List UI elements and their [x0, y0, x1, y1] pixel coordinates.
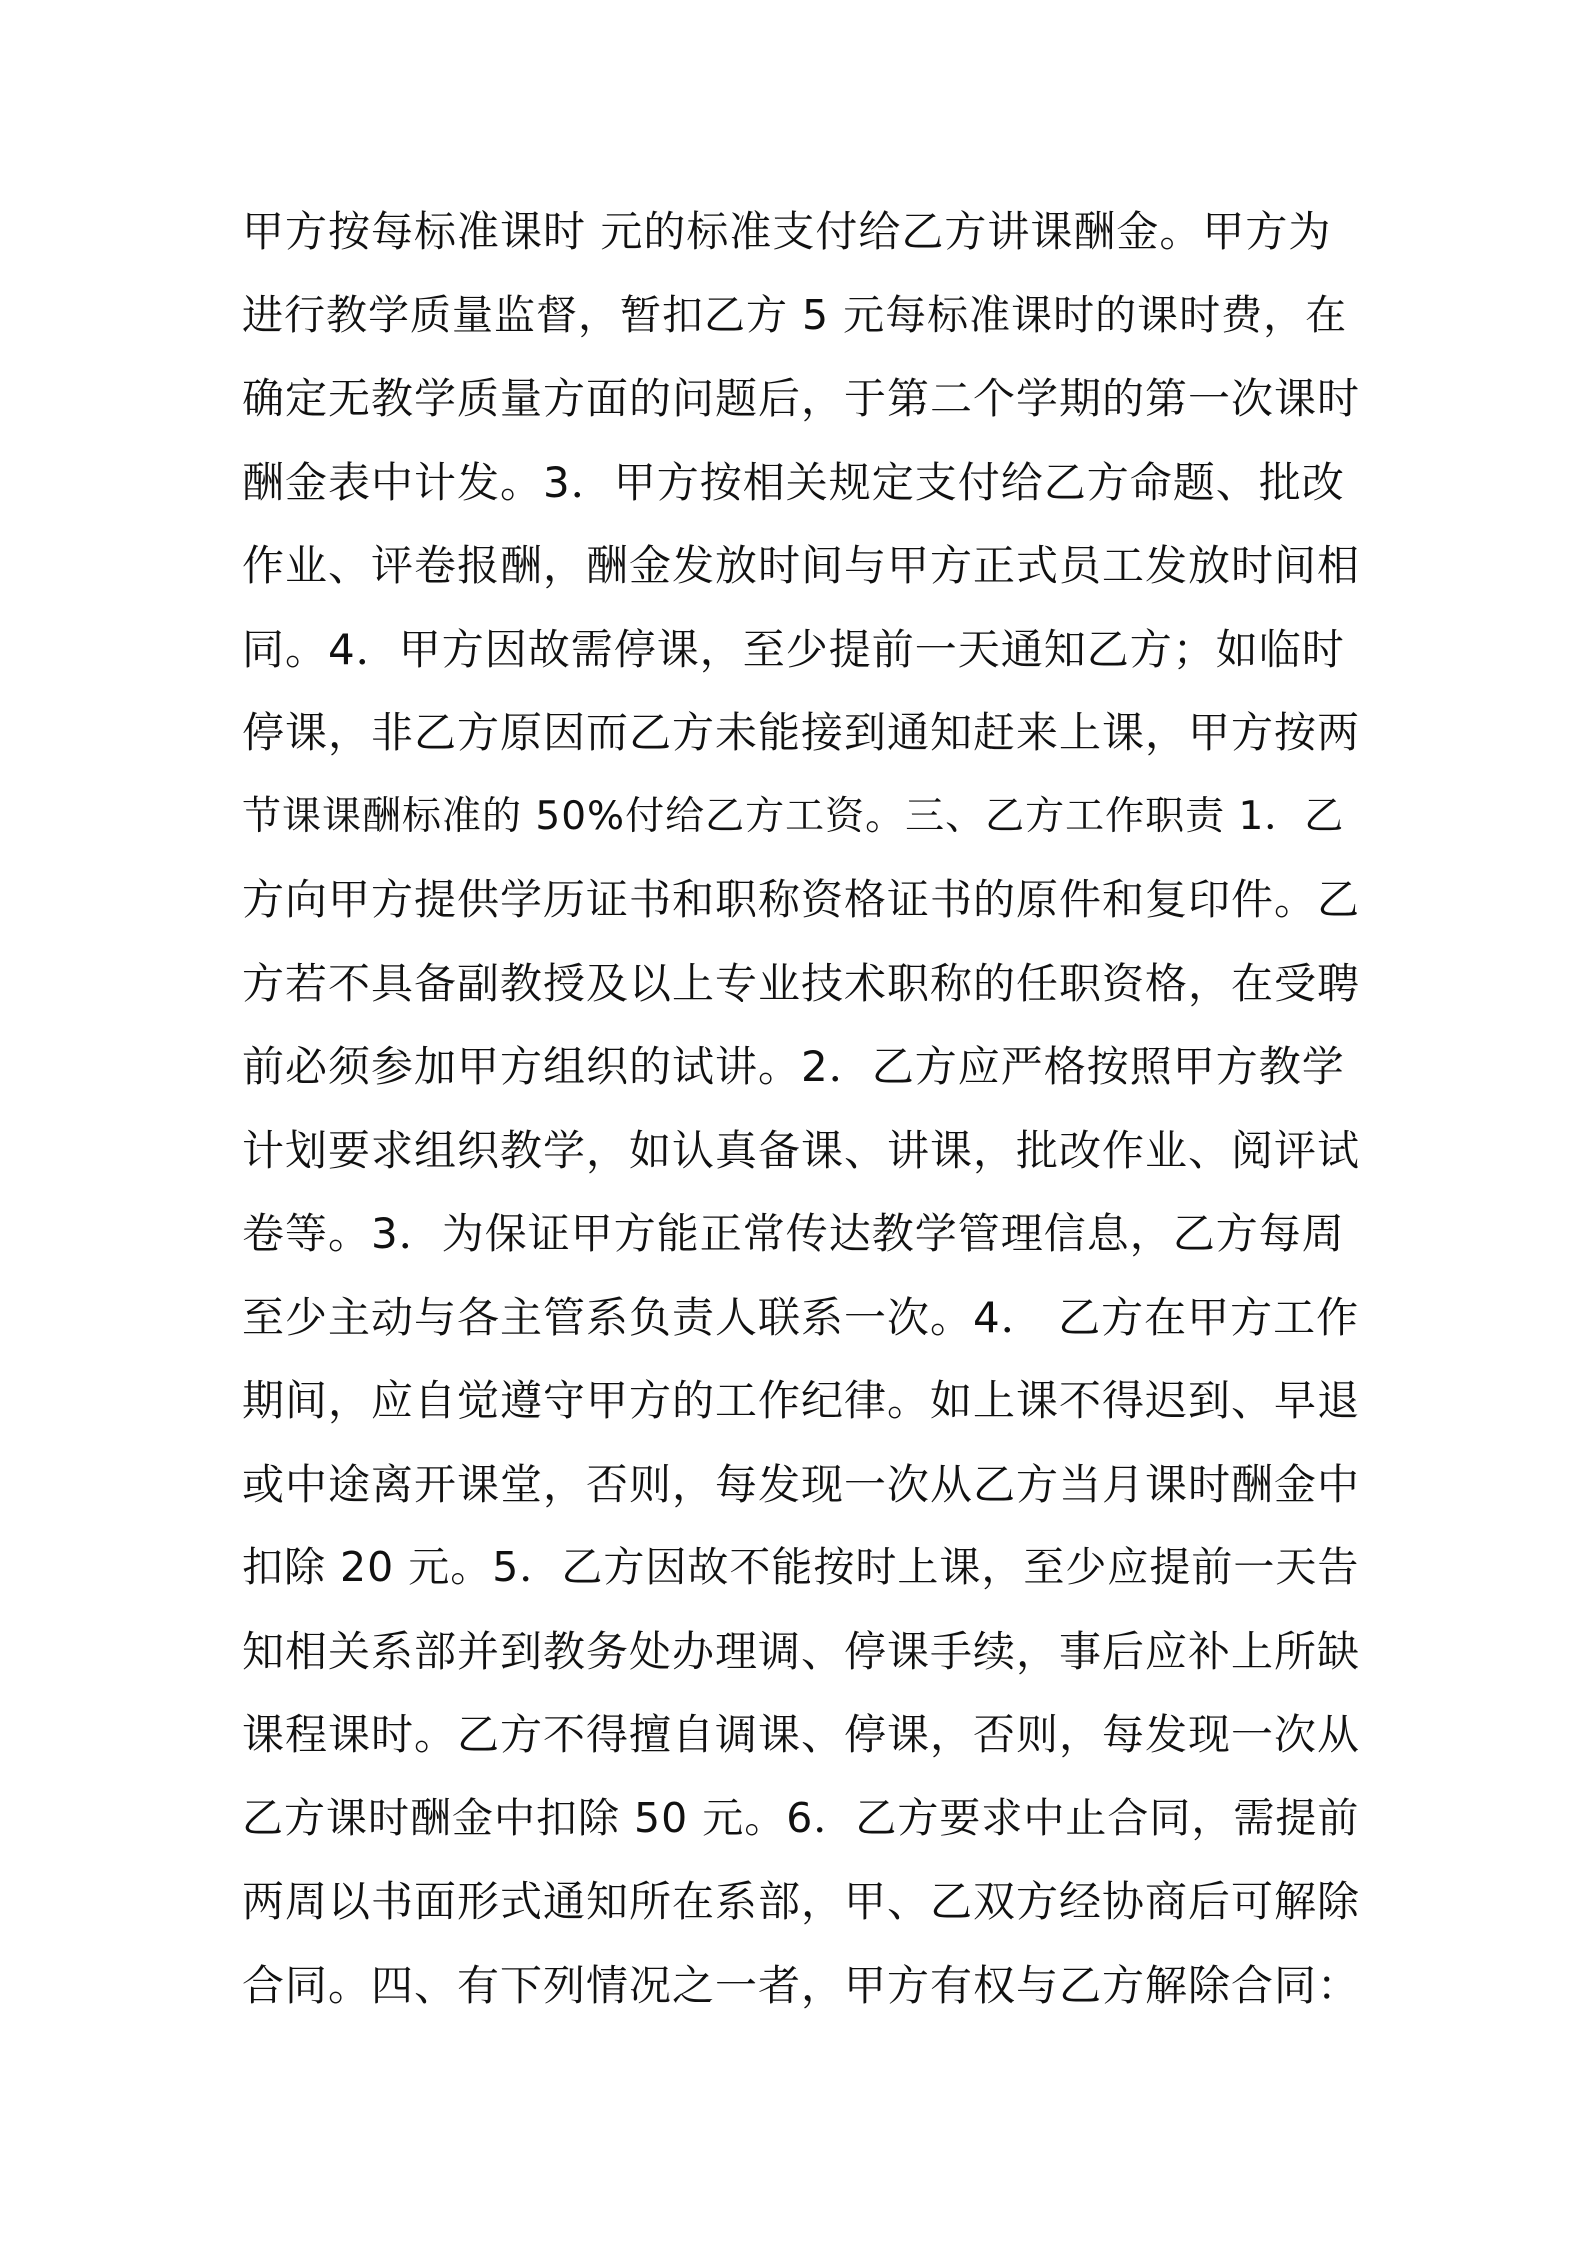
text-line: 期间，应自觉遵守甲方的工作纪律。如上课不得迟到、早退	[242, 1376, 1361, 1425]
text-line: 方若不具备副教授及以上专业技术职称的任职资格，在受聘	[242, 958, 1361, 1008]
text-line: 前必须参加甲方组织的试讲。2．乙方应严格按照甲方教学	[242, 1042, 1345, 1091]
text-line: 甲方按每标准课时 元的标准支付给乙方讲课酬金。甲方为	[242, 207, 1332, 256]
text-line: 确定无教学质量方面的问题后，于第二个学期的第一次课时	[242, 374, 1361, 423]
text-line: 卷等。3．为保证甲方能正常传达教学管理信息，乙方每周	[242, 1209, 1345, 1258]
text-line: 停课，非乙方原因而乙方未能接到通知赶来上课，甲方按两	[242, 708, 1361, 757]
text-line: 乙方课时酬金中扣除 50 元。6．乙方要求中止合同，需提前	[242, 1793, 1360, 1842]
text-line: 至少主动与各主管系负责人联系一次。4． 乙方在甲方工作	[242, 1292, 1360, 1342]
text-line: 酬金表中计发。3．甲方按相关规定支付给乙方命题、批改	[242, 457, 1345, 507]
text-line: 或中途离开课堂，否则，每发现一次从乙方当月课时酬金中	[242, 1459, 1361, 1509]
text-line: 进行教学质量监督，暂扣乙方 5 元每标准课时的课时费，在	[242, 290, 1348, 339]
text-line: 作业、评卷报酬，酬金发放时间与甲方正式员工发放时间相	[242, 541, 1361, 590]
text-line: 方向甲方提供学历证书和职称资格证书的原件和复印件。乙	[242, 875, 1361, 924]
text-line: 知相关系部并到教务处办理调、停课手续，事后应补上所缺	[242, 1626, 1361, 1676]
text-line: 节课课酬标准的 50%付给乙方工资。三、乙方工作职责 1．乙	[242, 793, 1345, 839]
text-line: 合同。四、有下列情况之一者，甲方有权与乙方解除合同：	[242, 1960, 1361, 2010]
contract-body-text	[242, 190, 1362, 2027]
text-line: 扣除 20 元。5．乙方因故不能按时上课，至少应提前一天告	[242, 1543, 1360, 1591]
text-line: 课程课时。乙方不得擅自调课、停课，否则，每发现一次从	[242, 1710, 1361, 1759]
text-line: 两周以书面形式通知所在系部，甲、乙双方经协商后可解除	[242, 1877, 1361, 1926]
text-line: 同。4．甲方因故需停课，至少提前一天通知乙方；如临时	[242, 624, 1345, 674]
text-line: 计划要求组织教学，如认真备课、讲课，批改作业、阅评试	[242, 1125, 1361, 1175]
